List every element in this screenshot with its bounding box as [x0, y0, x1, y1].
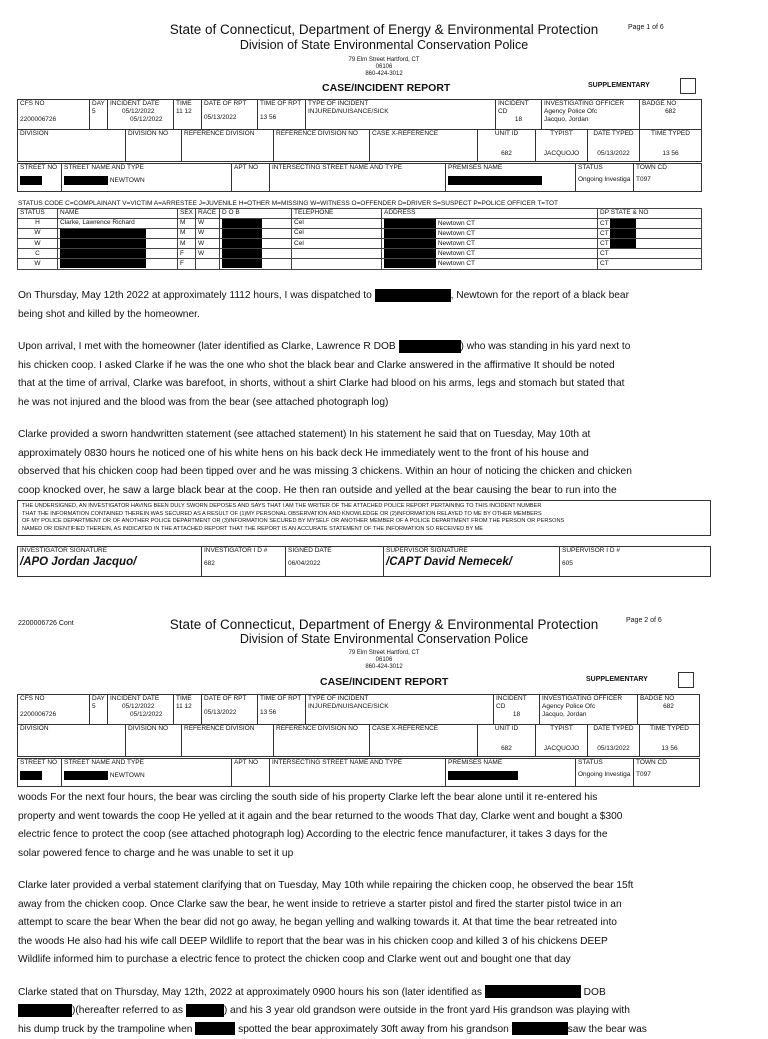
person-sex: F [178, 249, 196, 259]
page1-subtitle: Division of State Environmental Conservation Police [239, 38, 529, 52]
narrative-text: Clarke provided a sworn handwritten statement (see attached statement) In his statement he said that on Tuesday, May 10th at [18, 429, 591, 440]
narrative-text: spotted the bear approximately 30ft away from his grandson [238, 1023, 509, 1035]
badge-value: 682 [663, 703, 674, 710]
division-label: DIVISION [18, 725, 126, 757]
col-race: RACE [196, 209, 220, 219]
person-row [18, 218, 702, 228]
person-status: C [18, 249, 58, 259]
narrative-text: )(hereafter referred to as [72, 1005, 183, 1016]
time-label: TIME [176, 695, 192, 702]
time-value: 11 12 [176, 703, 192, 710]
investigator-signature: /APO Jordan Jacquo/ [20, 556, 137, 568]
street-name-value: NEWTOWN [109, 772, 145, 780]
inv-id-label: INVESTIGATOR I D # [204, 547, 268, 554]
inv-sig-label: INVESTIGATOR SIGNATURE [20, 547, 108, 554]
unit-id-label: UNIT ID [494, 725, 519, 732]
incident-cd-label: INCIDENT CD [498, 100, 529, 115]
person-status: H [18, 218, 58, 228]
officer-label: INVESTIGATING OFFICER [544, 100, 625, 107]
status-label: STATUS [578, 759, 603, 766]
person-st: CT [600, 249, 609, 257]
town-label: TOWN CD [636, 164, 667, 171]
narrative-text: ) who was standing in his yard next to [460, 341, 631, 352]
street-no-label: STREET NO [20, 164, 58, 171]
incident-date-label: INCIDENT DATE [110, 695, 160, 702]
narrative-text: solar powered fence to charge and he was unable to set it up [18, 847, 294, 859]
typist-label: TYPIST [550, 130, 573, 137]
officer-name: Jacquo, Jordan [544, 116, 589, 123]
date-typed-value: 05/13/2022 [597, 745, 630, 752]
narrative-text: Clarke later provided a verbal statement clarifying that on Tuesday, May 10th while repairing the chicken coop, he observed the bear 15ft [18, 880, 634, 891]
person-sex: M [178, 238, 196, 248]
redaction [384, 259, 436, 268]
time-rpt-value: 13 56 [260, 114, 277, 121]
incident-date-value: 05/12/2022 [122, 108, 155, 115]
redaction [20, 771, 42, 780]
narrative-text: approximately 0830 hours he noticed one of his white hens on his back deck He immediately went to the front of his house and [18, 447, 589, 459]
person-phone: Cel [294, 239, 304, 247]
officer-label: INVESTIGATING OFFICER [542, 695, 623, 702]
narrative-text: that at the time of arrival, Clarke was barefoot, in shorts, without a shirt Clarke had blood on his arms, legs and stomach but stated that [18, 378, 625, 389]
person-phone: Cel [294, 219, 304, 227]
page1-address-line: 860-424-3012 [365, 71, 403, 77]
date-rpt-label: DATE OF RPT [204, 695, 247, 702]
premises-label: PREMISES NAME [448, 759, 503, 766]
day-label: DAY [92, 695, 105, 702]
redaction [448, 771, 518, 780]
inv-id-value: 682 [204, 560, 215, 567]
cert-line: THAT THE INFORMATION CONTAINED THEREIN WAS SECURED AS A RESULT OF (1)MY PERSONAL OBSERVATION AND KNOWLEDGE OR (2)INFORMATION RELAYED TO ME BY OTHER MEMBERS [22, 510, 542, 517]
officer-value: Agency Police Ofc [544, 108, 598, 115]
person-status: W [18, 238, 58, 248]
person-st: CT [600, 229, 609, 237]
day-label: DAY [92, 100, 105, 107]
page2-report-title: CASE/INCIDENT REPORT [320, 676, 449, 688]
page1-address-line: 06106 [375, 64, 393, 70]
person-address: Newtown CT [437, 240, 476, 248]
page2-address-line: 860-424-3012 [365, 664, 403, 670]
narrative-text: away from the chicken coop. Once Clarke saw the bear, he went inside to retrieve a starter pistol and fired the starter pistol twice in an [18, 898, 622, 910]
narrative-text: his chicken coop. I asked Clarke if he was the one who shot the black bear and Clarke answered in the affirmative It should be noted [18, 359, 615, 371]
redaction [60, 229, 146, 238]
page1-case-form [17, 99, 702, 130]
persons-table [17, 208, 702, 270]
redaction [20, 176, 42, 185]
person-sex: M [178, 228, 196, 238]
person-race: W [196, 249, 220, 259]
redaction [60, 249, 146, 258]
redaction [448, 176, 542, 185]
person-address: Newtown CT [437, 260, 476, 268]
narrative-text: Wildlife informed him to purchase a electric fence to protect the chicken coop and Clarke went out and bought one that day [18, 954, 571, 965]
page2-division-row [17, 724, 700, 757]
person-address: Newtown CT [437, 229, 476, 237]
time-typed-value: 13 56 [661, 745, 678, 752]
page1-number: Page 1 of 6 [628, 24, 664, 31]
cfs-no-value: 2200006726 [20, 116, 57, 123]
narrative-text: being shot and killed by the homeowner. [18, 308, 200, 320]
redaction [64, 771, 108, 780]
date-typed-value: 05/13/2022 [597, 150, 630, 157]
redaction [399, 340, 461, 353]
person-row [18, 238, 702, 248]
narrative-text: observed that his chicken coop had been tipped over and he was missing 3 chickens. Within an hour of noticing the chicken and chicken [18, 466, 632, 477]
apt-no-label: APT NO [232, 759, 270, 787]
cfs-no-label: CFS NO [20, 695, 45, 702]
page1-report-title: CASE/INCIDENT REPORT [322, 82, 451, 94]
date-rpt-value: 05/13/2022 [204, 709, 237, 716]
narrative-text: Clarke stated that on Thursday, May 12th, 2022 at approximately 0900 hours his son (later identified as [18, 986, 482, 998]
narrative-text: electric fence to protect the coop (see attached photograph log) According to the electric fence manufacturer, it takes 3 days for the [18, 829, 608, 840]
narrative-text: saw the bear was [567, 1023, 647, 1035]
page2-supplementary-checkbox[interactable] [678, 672, 694, 688]
col-sex: SEX [178, 209, 196, 219]
badge-value: 682 [665, 108, 676, 115]
redaction [610, 239, 636, 248]
redaction [485, 985, 581, 998]
narrative-text: On Thursday, May 12th 2022 at approximately 1112 hours, I was dispatched to [18, 290, 372, 301]
street-name-label: STREET NAME AND TYPE [64, 164, 144, 171]
badge-label: BADGE NO [640, 695, 675, 702]
ref-division-label: REFERENCE DIVISION [182, 130, 274, 162]
narrative-text: attempt to scare the bear When the bear did not go away, he began yelling and walking towards it. At that time the bear retreated into [18, 917, 617, 928]
person-row [18, 228, 702, 238]
person-status: W [18, 228, 58, 238]
street-name-label: STREET NAME AND TYPE [64, 759, 144, 766]
cert-line: OF MY POLICE DEPARTMENT OR OF ANOTHER POLICE DEPARTMENT OR (3)INFORMATION SECURED BY MYSELF OR ANOTHER MEMBER OF A POLICE DEPARTMENT FROM THE PERSON OR PERSONS [22, 518, 565, 524]
person-phone: Cel [294, 229, 304, 237]
page1-supplementary-checkbox[interactable] [680, 78, 696, 94]
person-row [18, 259, 702, 269]
typist-value: JACQUOJO [543, 745, 580, 752]
time-rpt-label: TIME OF RPT [260, 695, 302, 702]
unit-id-label: UNIT ID [494, 130, 519, 137]
page2-address-line: 06106 [375, 657, 393, 663]
redaction [186, 1004, 224, 1017]
redaction [60, 239, 146, 248]
narrative-text: he was not injured and the blood was from the bear (see attached photograph log) [18, 396, 389, 408]
cfs-no-value: 2200006726 [20, 711, 57, 718]
page1-supplementary-label: SUPPLEMENTARY [588, 82, 650, 89]
person-sex: M [178, 218, 196, 228]
person-name: Clarke, Lawrence Richard [58, 218, 178, 228]
narrative-text: the woods He also had his wife call DEEP Wildlife to report that the bear was in his chicken coop and killed 3 of his chickens DEEP [18, 935, 608, 947]
typist-value: JACQUOJO [543, 150, 580, 157]
narrative-page1 [18, 287, 753, 500]
date-typed-label: DATE TYPED [593, 130, 634, 137]
person-row [18, 249, 702, 259]
intersect-label: INTERSECTING STREET NAME AND TYPE [270, 759, 446, 787]
town-label: TOWN CD [636, 759, 667, 766]
person-st: CT [600, 219, 609, 227]
badge-label: BADGE NO [642, 100, 677, 107]
redaction [60, 259, 146, 268]
signed-date-value: 06/04/2022 [288, 560, 321, 567]
redaction [512, 1022, 568, 1035]
premises-label: PREMISES NAME [448, 164, 503, 171]
page1-location-row [17, 163, 702, 192]
unit-id-value: 682 [501, 745, 512, 752]
incident-date-value-2: 05/12/2022 [130, 116, 163, 123]
incident-date-value: 05/12/2022 [122, 703, 155, 710]
ref-division-no-label: REFERENCE DIVISION NO [274, 130, 370, 162]
page2-location-row [17, 758, 700, 787]
supervisor-signature: /CAPT David Nemecek/ [386, 556, 512, 568]
status-codes: STATUS CODE C=COMPLAINANT V=VICTIM A=ARRESTEE J=JUVENILE H=OTHER M=MISSING W=WITNESS O=OFFENDER D=DRIVER S=SUSPECT P=POLICE OFFICER T=TOT [18, 200, 558, 207]
narrative-text: his dump truck by the trampoline when [18, 1023, 193, 1035]
street-name-value: NEWTOWN [109, 177, 145, 185]
redaction [195, 1022, 235, 1035]
town-value: T097 [636, 771, 651, 778]
page2-case-form [17, 694, 700, 725]
cert-line: NAMED OR IDENTIFIED THEREIN, AS INDICATED IN THE ATTACHED REPORT THAT THE REPORT IS AN ACCURATE STATEMENT OF THE INFORMATION SO RECEIVED BY ME [22, 525, 484, 532]
narrative-text: Upon arrival, I met with the homeowner (later identified as Clarke, Lawrence R DOB [18, 341, 396, 352]
signature-block [17, 546, 711, 577]
narrative-text: DOB [583, 986, 606, 998]
col-status: STATUS [18, 209, 58, 219]
person-race: W [196, 228, 220, 238]
sup-id-label: SUPERVISOR I D # [562, 547, 621, 554]
narrative-text: coop knocked over, he saw a large black bear at the coop. He then ran outside and yelled at the bear causing the bear to run into the [18, 484, 617, 496]
redaction [375, 289, 451, 302]
page2-case-cont: 2200006726 Cont [18, 620, 74, 627]
narrative-text: ) and his 3 year old grandson were outside in the front yard His grandson was playing with [223, 1005, 630, 1016]
time-typed-label: TIME TYPED [651, 130, 690, 137]
page2-address-line: 79 Elm Street Hartford, CT [348, 650, 420, 656]
col-address: ADDRESS [382, 209, 598, 219]
status-label: STATUS [578, 164, 603, 171]
incident-date-label: INCIDENT DATE [110, 100, 160, 107]
person-race: W [196, 218, 220, 228]
page1-division-row [17, 129, 702, 162]
unit-id-value: 682 [501, 150, 512, 157]
page2-supplementary-label: SUPPLEMENTARY [586, 676, 648, 683]
status-value: Ongoing Investiga [578, 771, 631, 778]
col-name: NAME [58, 209, 178, 219]
incident-cd-label: INCIDENT CD [496, 695, 527, 710]
redaction [222, 219, 262, 228]
redaction [222, 259, 262, 268]
date-rpt-label: DATE OF RPT [204, 100, 247, 107]
page2-subtitle: Division of State Environmental Conservation Police [239, 632, 529, 646]
person-status: W [18, 259, 58, 269]
signed-date-label: SIGNED DATE [288, 547, 332, 554]
redaction [384, 239, 436, 248]
time-rpt-value: 13 56 [260, 709, 277, 716]
person-address: Newtown CT [437, 250, 476, 258]
case-xref-label: CASE X-REFERENCE [370, 725, 478, 757]
redaction [222, 239, 262, 248]
cert-line: THE UNDERSIGNED, AN INVESTIGATOR HAVING BEEN DULY SWORN DEPOSES AND SAYS THAT I AM THE WRITER OF THE ATTACHED POLICE REPORT PERTAINING TO THIS INCIDENT NUMBER [22, 503, 542, 509]
redaction [64, 176, 108, 185]
redaction [610, 219, 636, 228]
person-st: CT [600, 259, 609, 267]
time-value: 11 12 [176, 108, 192, 115]
incident-cd-value: 18 [514, 116, 523, 123]
page1-address-line: 79 Elm Street Hartford, CT [348, 57, 420, 63]
status-value: Ongoing Investiga [578, 176, 631, 183]
person-st: CT [600, 240, 609, 248]
date-rpt-value: 05/13/2022 [204, 114, 237, 121]
type-label: TYPE OF INCIDENT [308, 695, 369, 702]
day-value: 5 [92, 703, 96, 710]
typist-label: TYPIST [550, 725, 573, 732]
redaction [18, 1004, 72, 1017]
officer-name: Jacquo, Jordan [542, 711, 587, 718]
ref-division-no-label: REFERENCE DIVISION NO [274, 725, 370, 757]
col-telephone: TELEPHONE [292, 209, 382, 219]
certification-box [17, 500, 711, 536]
col-dp-state: DP STATE & NO [598, 209, 702, 219]
narrative-text: , Newtown for the report of a black bear [450, 290, 629, 301]
cfs-no-label: CFS NO [20, 100, 45, 107]
division-no-label: DIVISION NO [126, 130, 182, 162]
date-typed-label: DATE TYPED [593, 725, 634, 732]
narrative-page2 [18, 789, 753, 1039]
person-address: Newtown CT [437, 219, 476, 227]
page1-title: State of Connecticut, Department of Energy & Environmental Protection [169, 22, 599, 37]
incident-date-value-2: 05/12/2022 [130, 711, 163, 718]
type-value: INJURED/NUISANCE/SICK [308, 703, 389, 710]
type-label: TYPE OF INCIDENT [308, 100, 369, 107]
sup-id-value: 605 [562, 560, 573, 567]
intersect-label: INTERSECTING STREET NAME AND TYPE [270, 164, 446, 192]
time-rpt-label: TIME OF RPT [260, 100, 302, 107]
person-sex: F [178, 259, 196, 269]
division-label: DIVISION [18, 130, 126, 162]
narrative-text: property and went towards the coop He yelled at it again and the bear returned to the woods That day, Clarke went and bought a $300 [18, 810, 623, 822]
apt-no-label: APT NO [232, 164, 270, 192]
sup-sig-label: SUPERVISOR SIGNATURE [386, 547, 468, 554]
town-value: T097 [636, 176, 651, 183]
narrative-text: woods For the next four hours, the bear was circling the south side of his property Clarke left the bear alone until it re-entered his [18, 792, 598, 803]
time-label: TIME [176, 100, 192, 107]
street-no-label: STREET NO [20, 759, 58, 766]
redaction [222, 249, 262, 258]
person-race: W [196, 238, 220, 248]
redaction [222, 229, 262, 238]
page2-number: Page 2 of 6 [626, 617, 662, 624]
redaction [384, 249, 436, 258]
col-dob: D O B [220, 209, 292, 219]
redaction [610, 229, 636, 238]
ref-division-label: REFERENCE DIVISION [182, 725, 274, 757]
officer-value: Agency Police Ofc [542, 703, 596, 710]
redaction [384, 229, 436, 238]
type-value: INJURED/NUISANCE/SICK [308, 108, 389, 115]
day-value: 5 [92, 108, 96, 115]
time-typed-label: TIME TYPED [650, 725, 689, 732]
time-typed-value: 13 56 [662, 150, 679, 157]
case-xref-label: CASE X-REFERENCE [370, 130, 478, 162]
page2-title: State of Connecticut, Department of Energy & Environmental Protection [169, 617, 599, 632]
division-no-label: DIVISION NO [126, 725, 182, 757]
redaction [384, 219, 436, 228]
incident-cd-value: 18 [512, 711, 521, 718]
